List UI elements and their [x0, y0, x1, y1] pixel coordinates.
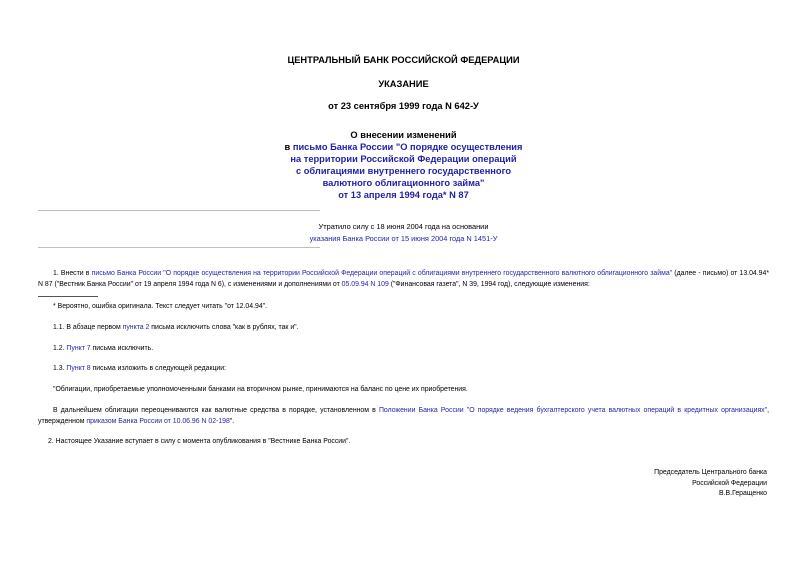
paragraph-1-1: [38, 323, 769, 334]
text: 1.2.: [53, 345, 67, 352]
signatory-name: В.В.Геращенко: [719, 490, 767, 497]
status-text: Утратило силу с 18 июня 2004 года на основании: [318, 222, 489, 231]
letter-link[interactable]: на территории Российской Федерации операций: [290, 154, 517, 164]
document-type: УКАЗАНИЕ: [378, 79, 429, 89]
issuer-heading: ЦЕНТРАЛЬНЫЙ БАНК РОССИЙСКОЙ ФЕДЕРАЦИИ: [287, 55, 520, 65]
text: ".: [229, 417, 235, 425]
text: ("Финансовая газета", N 39, 1994 год), следующие изменения:: [388, 280, 590, 288]
text: письма исключить слова "как в рублях, так и".: [149, 324, 299, 331]
letter-link[interactable]: письмо Банка России "О порядке осуществления: [292, 142, 523, 152]
clause-link[interactable]: пункта 2: [122, 324, 150, 331]
divider: [38, 210, 320, 211]
amendment-link[interactable]: 05.09.94 N 109: [341, 280, 389, 288]
quoted-text: "Облигации, приобретаемые уполномоченными банками на вторичном рынке, принимаются на баланс по цене их приобретения.: [53, 386, 468, 393]
paragraph-1-2: [38, 344, 769, 355]
text: В дальнейшем облигации переоцениваются как валютные средства в порядке, установленном в: [53, 407, 379, 414]
paragraph-1: [38, 269, 769, 290]
title-prefix: в: [284, 142, 293, 152]
order-link[interactable]: приказом Банка России от 10.06.96 N 02-198: [86, 417, 230, 425]
text: 1.3.: [53, 365, 67, 372]
title-line: О внесении изменений: [350, 130, 457, 140]
letter-title-link[interactable]: "О порядке осуществления на территории Российской Федерации операций с облигациями внутреннего государственного валютного облигационного займа": [163, 270, 673, 277]
text: (далее - письмо) от 13.04.94* N 87 ("Вестник Банка России" от 19 апреля 1994 года N 6), с изменениями и дополнениями от: [38, 270, 769, 288]
letter-link[interactable]: от 13 апреля 1994 года* N 87: [338, 190, 469, 200]
divider: [38, 247, 320, 248]
signature-block: [467, 468, 767, 500]
title-link-line: [0, 141, 807, 153]
signatory-position: Председатель Центрального банка: [654, 469, 767, 476]
letter-link[interactable]: с облигациями внутреннего государственного: [295, 166, 512, 176]
clause-link[interactable]: Пункт 7: [66, 345, 91, 352]
letter-link[interactable]: валютного облигационного займа": [322, 178, 485, 188]
regulation-link[interactable]: Положении Банка России "О порядке ведения бухгалтерского учета валютных операций в кредитных организациях": [378, 407, 768, 414]
text: 1. Внести в: [53, 270, 92, 277]
status-note: [0, 221, 807, 245]
letter-link[interactable]: письмо Банка России: [91, 270, 162, 277]
signatory-position: Российской Федерации: [692, 479, 767, 487]
document-title: [0, 129, 807, 201]
text: письма изложить в следующей редакции:: [90, 365, 227, 372]
document-date: от 23 сентября 1999 года N 642-У: [328, 101, 479, 111]
footnote: * Вероятно, ошибка оригинала. Текст следует читать "от 12.04.94".: [53, 303, 268, 310]
text: письма исключить.: [90, 345, 154, 352]
text: 1.1. В абзаце первом: [53, 324, 123, 331]
clause-link[interactable]: Пункт 8: [66, 365, 91, 372]
footnote-divider: [38, 296, 98, 297]
paragraph-further: [38, 406, 769, 427]
paragraph-1-3: [38, 364, 769, 375]
repeal-link[interactable]: указания Банка России от 15 июня 2004 года N 1451-У: [309, 234, 498, 243]
paragraph-2: 2. Настоящее Указание вступает в силу с момента опубликования в "Вестнике Банка России".: [48, 438, 351, 445]
text: , утвержденном: [38, 407, 769, 425]
